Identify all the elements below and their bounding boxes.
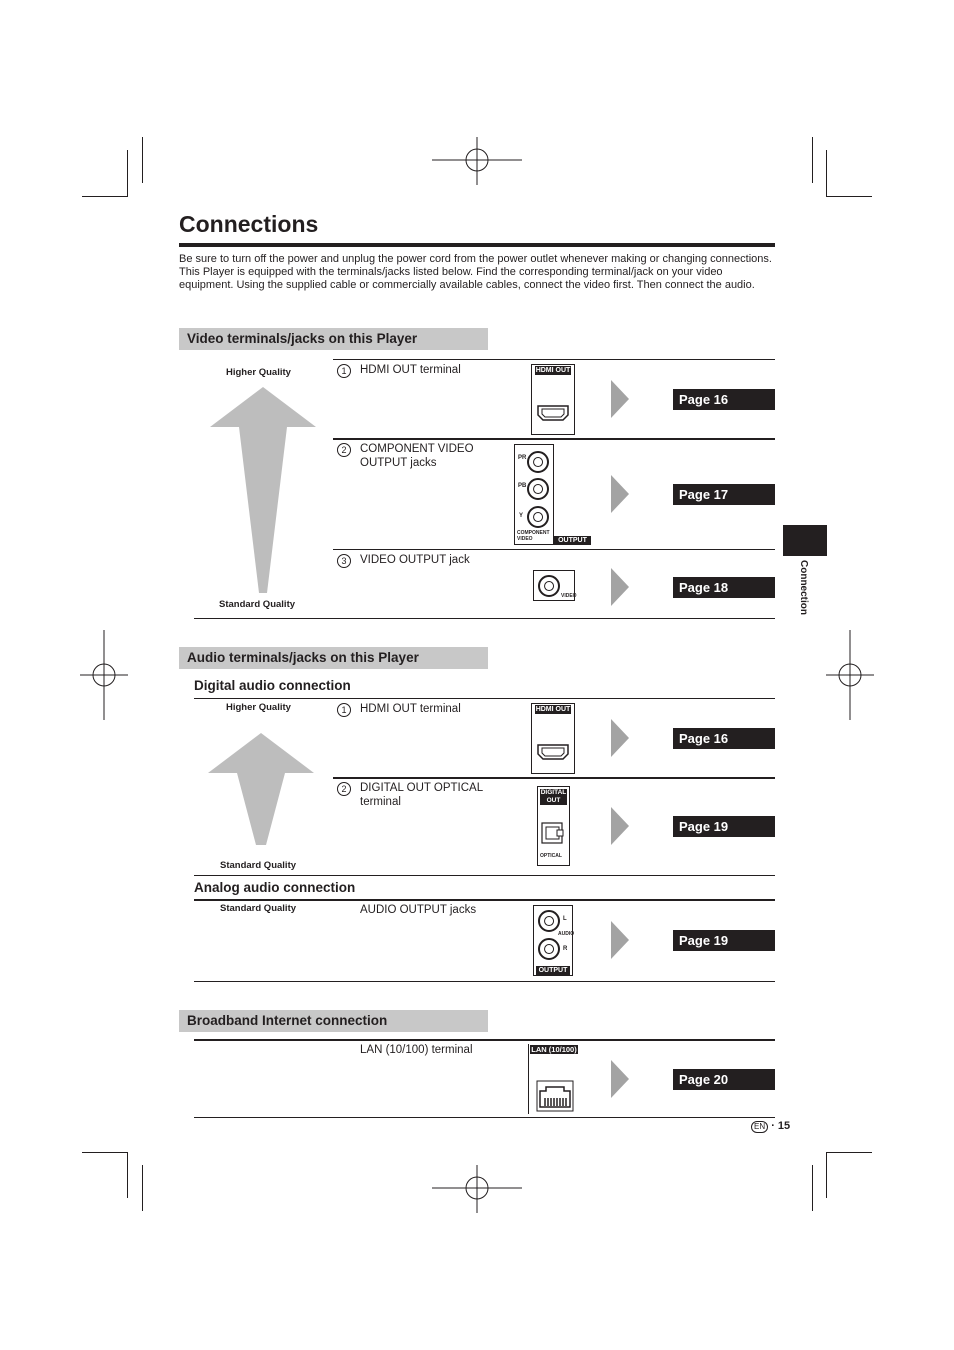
registration-mark-right <box>826 628 874 722</box>
audio-tag: AUDIO <box>558 931 575 937</box>
standard-quality-label: Standard Quality <box>220 860 297 871</box>
hdmi-port-icon <box>537 405 569 421</box>
audio-output-label: AUDIO OUTPUT jacks <box>360 904 477 916</box>
pb-jack-icon <box>527 478 549 500</box>
output-tag: OUTPUT <box>536 966 570 975</box>
arrow-right-icon <box>611 568 629 606</box>
lan-port-icon <box>536 1080 574 1112</box>
digital-optical-panel <box>537 786 570 866</box>
registration-mark-top <box>430 137 524 185</box>
item-number: 3 <box>337 554 351 568</box>
divider <box>333 359 775 360</box>
y-label: Y <box>519 513 524 519</box>
language-badge: EN <box>751 1121 768 1133</box>
audio-l-label: L <box>563 916 567 922</box>
crop-mark <box>142 137 143 183</box>
page-number: 15 <box>777 1120 791 1132</box>
y-jack-icon <box>527 506 549 528</box>
intro-text <box>179 253 775 293</box>
pr-jack-icon <box>527 451 549 473</box>
item-number: 2 <box>337 443 351 457</box>
registration-mark-bottom <box>430 1165 524 1213</box>
page-link-badge[interactable]: Page 16 <box>673 389 775 410</box>
crop-mark <box>826 1152 872 1153</box>
page-link-badge[interactable]: Page 18 <box>673 577 775 598</box>
crop-mark <box>127 1152 128 1198</box>
component-video-label: COMPONENT VIDEO OUTPUT jacks <box>360 443 474 469</box>
component-video-panel <box>514 444 554 545</box>
divider <box>194 875 775 876</box>
crop-mark <box>826 196 872 197</box>
item-number: 1 <box>337 364 351 378</box>
pr-label: PR <box>518 455 527 461</box>
component-video-tag: COMPONENT VIDEO <box>517 530 550 542</box>
audio-r-jack-icon <box>538 938 560 960</box>
digital-optical-label: DIGITAL OUT OPTICAL terminal <box>360 782 483 808</box>
panel-tag: HDMI OUT <box>535 367 571 374</box>
divider <box>194 618 775 619</box>
arrow-right-icon <box>611 475 629 513</box>
optical-port-icon <box>541 822 565 846</box>
divider <box>333 549 775 550</box>
standard-quality-label: Standard Quality <box>220 903 297 914</box>
pb-label: PB <box>518 483 527 489</box>
page-link-badge[interactable]: Page 19 <box>673 816 775 837</box>
hdmi-out-panel <box>531 703 575 774</box>
lan-terminal-label: LAN (10/100) terminal <box>360 1044 473 1056</box>
divider <box>194 1117 775 1118</box>
crop-mark <box>826 1152 827 1198</box>
digital-audio-heading: Digital audio connection <box>194 678 351 693</box>
video-section-heading: Video terminals/jacks on this Player <box>179 328 488 350</box>
panel-tag: DIGITAL OUT <box>540 789 567 804</box>
crop-mark <box>82 196 128 197</box>
hdmi-port-icon <box>537 744 569 760</box>
divider <box>194 981 775 982</box>
intro-paragraph: Be sure to turn off the power and unplug the power cord from the power outlet whenever making or changing connections. <box>179 253 772 265</box>
arrow-right-icon <box>611 719 629 757</box>
divider <box>194 899 775 901</box>
crop-mark <box>142 1165 143 1211</box>
audio-l-jack-icon <box>538 910 560 932</box>
page-link-badge[interactable]: Page 20 <box>673 1069 775 1090</box>
title-rule <box>179 243 775 247</box>
crop-mark <box>812 1165 813 1211</box>
audio-r-label: R <box>563 946 568 952</box>
analog-audio-heading: Analog audio connection <box>194 880 356 895</box>
divider <box>194 698 775 699</box>
higher-quality-label: Higher Quality <box>226 702 291 713</box>
hdmi-out-label: HDMI OUT terminal <box>360 364 461 376</box>
video-tag: VIDEO <box>561 593 577 599</box>
footer-separator: · <box>771 1120 778 1132</box>
panel-tag: LAN (10/100) <box>531 1045 577 1054</box>
audio-output-panel <box>533 905 573 976</box>
chapter-tab-label: Connection <box>798 560 809 615</box>
video-output-label: VIDEO OUTPUT jack <box>360 554 470 566</box>
page-link-badge[interactable]: Page 16 <box>673 728 775 749</box>
crop-mark <box>812 137 813 183</box>
broadband-section-heading: Broadband Internet connection <box>179 1010 488 1032</box>
audio-section-heading: Audio terminals/jacks on this Player <box>179 647 488 669</box>
divider <box>333 438 775 440</box>
quality-arrow <box>210 387 316 593</box>
hdmi-out-panel <box>531 364 575 435</box>
registration-mark-left <box>80 628 128 722</box>
crop-mark <box>82 1152 128 1153</box>
divider <box>333 777 775 779</box>
page-link-badge[interactable]: Page 17 <box>673 484 775 505</box>
lan-panel <box>528 1044 579 1114</box>
item-number: 2 <box>337 782 351 796</box>
arrow-right-icon <box>611 380 629 418</box>
hdmi-out-label: HDMI OUT terminal <box>360 703 461 715</box>
video-output-panel <box>533 570 575 601</box>
crop-mark <box>826 150 827 196</box>
arrow-right-icon <box>611 1060 629 1098</box>
intro-paragraph: This Player is equipped with the terminals/jacks listed below. Find the corresponding terminal/jack on your video equipment. Using the supplied cable or commercially available cables, connect the video first. Then connect the audio. <box>179 266 755 292</box>
crop-mark <box>127 150 128 196</box>
page-link-badge[interactable]: Page 19 <box>673 930 775 951</box>
page-title: Connections <box>179 211 319 237</box>
arrow-right-icon <box>611 921 629 959</box>
standard-quality-label: Standard Quality <box>219 599 296 610</box>
divider <box>194 1039 775 1041</box>
output-tag: OUTPUT <box>554 536 591 545</box>
page-footer <box>751 1120 790 1133</box>
chapter-tab <box>783 525 827 556</box>
item-number: 1 <box>337 703 351 717</box>
panel-tag: HDMI OUT <box>535 706 571 713</box>
higher-quality-label: Higher Quality <box>226 367 291 378</box>
quality-arrow <box>208 733 314 845</box>
arrow-right-icon <box>611 807 629 845</box>
optical-tag: OPTICAL <box>540 853 562 859</box>
video-jack-icon <box>538 575 560 597</box>
